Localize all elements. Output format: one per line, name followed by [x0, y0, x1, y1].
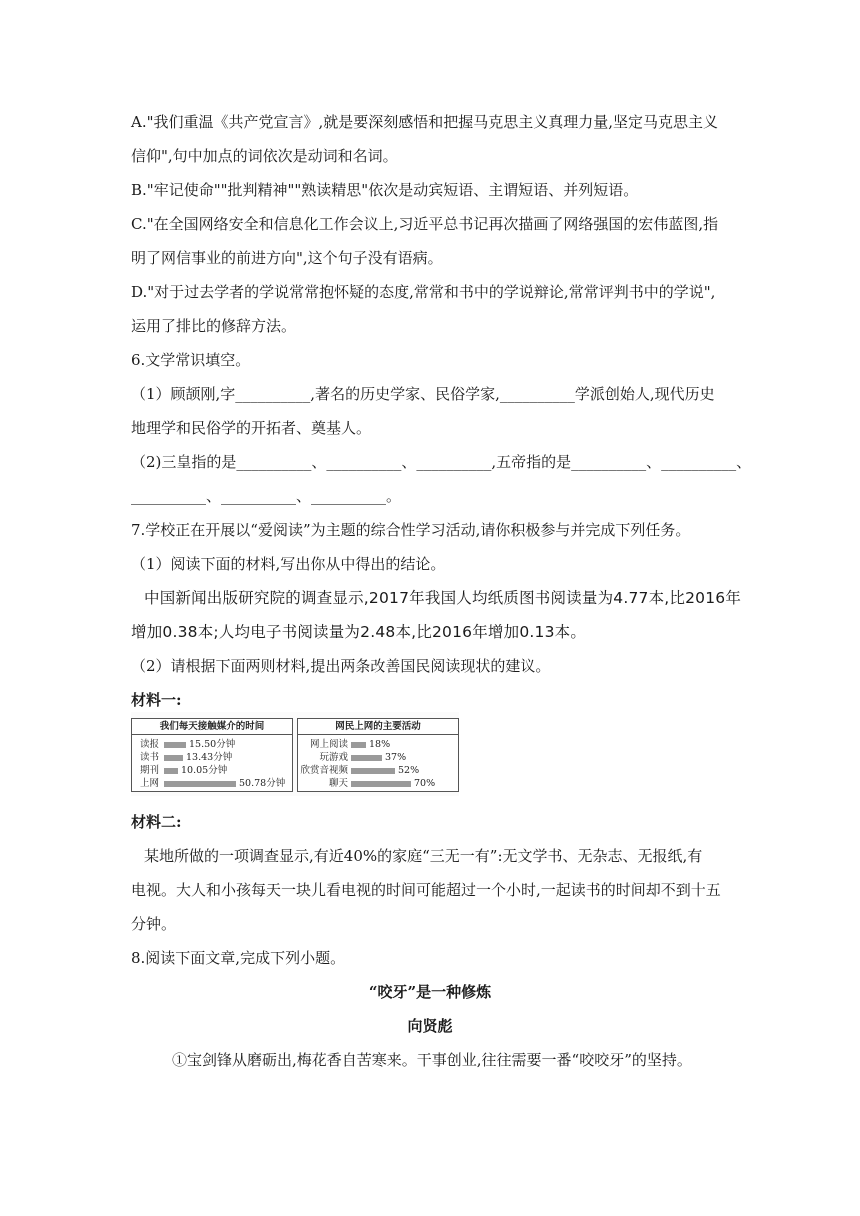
- figure-row-label: 玩游戏: [319, 752, 348, 763]
- figure-row: [298, 739, 456, 751]
- option-b: B."牢记使命""批判精神""熟读精思"依次是动宾短语、主谓短语、并列短语。: [131, 181, 639, 199]
- q6-part1-line2: 地理学和民俗学的开拓者、奠基人。: [131, 419, 372, 437]
- figure-bar: [164, 755, 183, 761]
- figure-bar: [164, 768, 178, 774]
- figure-row: [298, 765, 456, 777]
- figure-row: [132, 778, 290, 790]
- article-author: 向贤彪: [407, 1017, 453, 1035]
- figure-row: [132, 765, 290, 777]
- option-a-line1: A."我们重温《共产党宣言》,就是要深刻感悟和把握马克思主义真理力量,坚定马克思主义: [131, 113, 719, 131]
- figure-row-value: 52%: [398, 765, 420, 776]
- figure-bar: [164, 742, 186, 748]
- article-title: “咬牙”是一种修炼: [368, 983, 492, 1001]
- figure-row-label: 上网: [140, 778, 160, 789]
- q7-part2: （2）请根据下面两则材料,提出两条改善国民阅读现状的建议。: [131, 657, 551, 675]
- q6-part1-line1: （1）顾颉刚,字__________,著名的历史学家、民俗学家,__________学派创始人,现代历史: [131, 385, 715, 403]
- figure-row-value: 15.50分钟: [189, 739, 236, 750]
- figure-bar: [351, 755, 382, 761]
- figure-row: [132, 739, 290, 751]
- option-c-line2: 明了网信事业的前进方向",这个句子没有语病。: [131, 249, 443, 267]
- media-time-panel: [131, 718, 293, 792]
- option-d-line1: D."对于过去学者的学说常常抱怀疑的态度,常常和书中的学说辩论,常常评判书中的学说",: [131, 283, 716, 301]
- material-two-line3: 分钟。: [131, 915, 177, 933]
- q6-part2-line1: （2)三皇指的是__________、__________、__________,五帝指的是__________、__________、: [131, 453, 752, 471]
- option-d-line2: 运用了排比的修辞方法。: [131, 317, 297, 335]
- figure-row-label: 聊天: [328, 778, 348, 789]
- material-two-label: 材料二:: [131, 813, 182, 831]
- article-paragraph-1: ①宝剑锋从磨砺出,梅花香自苦寒来。干事创业,往往需要一番“咬咬牙”的坚持。: [172, 1051, 692, 1069]
- q7-material-line1: 中国新闻出版研究院的调查显示,2017年我国人均纸质图书阅读量为4.77本,比2016年: [144, 589, 742, 607]
- option-a-line2: 信仰",句中加点的词依次是动词和名词。: [131, 147, 398, 165]
- option-c-line1: C."在全国网络安全和信息化工作会议上,习近平总书记再次描画了网络强国的宏伟蓝图,指: [131, 215, 719, 233]
- figure-bar: [351, 768, 395, 774]
- figure-row-value: 37%: [385, 752, 407, 763]
- q7-part1: （1）阅读下面的材料,写出你从中得出的结论。: [131, 555, 446, 573]
- material-one-label: 材料一:: [131, 691, 182, 709]
- figure-row-value: 18%: [369, 739, 391, 750]
- figure-row-label: 读书: [140, 752, 160, 763]
- figure-bar: [164, 781, 236, 787]
- online-activity-panel: [297, 718, 459, 792]
- media-survey-figure: [131, 712, 459, 796]
- figure-row-label: 读报: [140, 739, 160, 750]
- q6-part2-line2: __________、__________、__________。: [131, 487, 402, 505]
- material-two-line1: 某地所做的一项调查显示,有近40%的家庭“三无一有”:无文学书、无杂志、无报纸,有: [144, 847, 703, 865]
- online-activity-title: 网民上网的主要活动: [298, 719, 458, 735]
- figure-row: [298, 752, 456, 764]
- figure-row: [298, 778, 456, 790]
- figure-row: [132, 752, 290, 764]
- figure-bar: [351, 742, 366, 748]
- figure-row-label: 期刊: [140, 765, 160, 776]
- figure-row-label: 欣赏音视频: [300, 765, 348, 776]
- q6-title: 6.文学常识填空。: [131, 351, 251, 369]
- figure-row-value: 10.05分钟: [181, 765, 228, 776]
- q8-title: 8.阅读下面文章,完成下列小题。: [131, 949, 346, 967]
- figure-row-value: 50.78分钟: [239, 778, 286, 789]
- q7-material-line2: 增加0.38本;人均电子书阅读量为2.48本,比2016年增加0.13本。: [131, 623, 587, 641]
- figure-row-value: 70%: [414, 778, 436, 789]
- figure-row-value: 13.43分钟: [186, 752, 233, 763]
- q7-title: 7.学校正在开展以“爱阅读”为主题的综合性学习活动,请你积极参与并完成下列任务。: [131, 521, 691, 539]
- figure-row-label: 网上阅读: [309, 739, 348, 750]
- material-two-line2: 电视。大人和小孩每天一块儿看电视的时间可能超过一个小时,一起读书的时间却不到十五: [131, 881, 721, 899]
- figure-bar: [351, 781, 411, 787]
- media-time-title: 我们每天接触媒介的时间: [132, 719, 292, 735]
